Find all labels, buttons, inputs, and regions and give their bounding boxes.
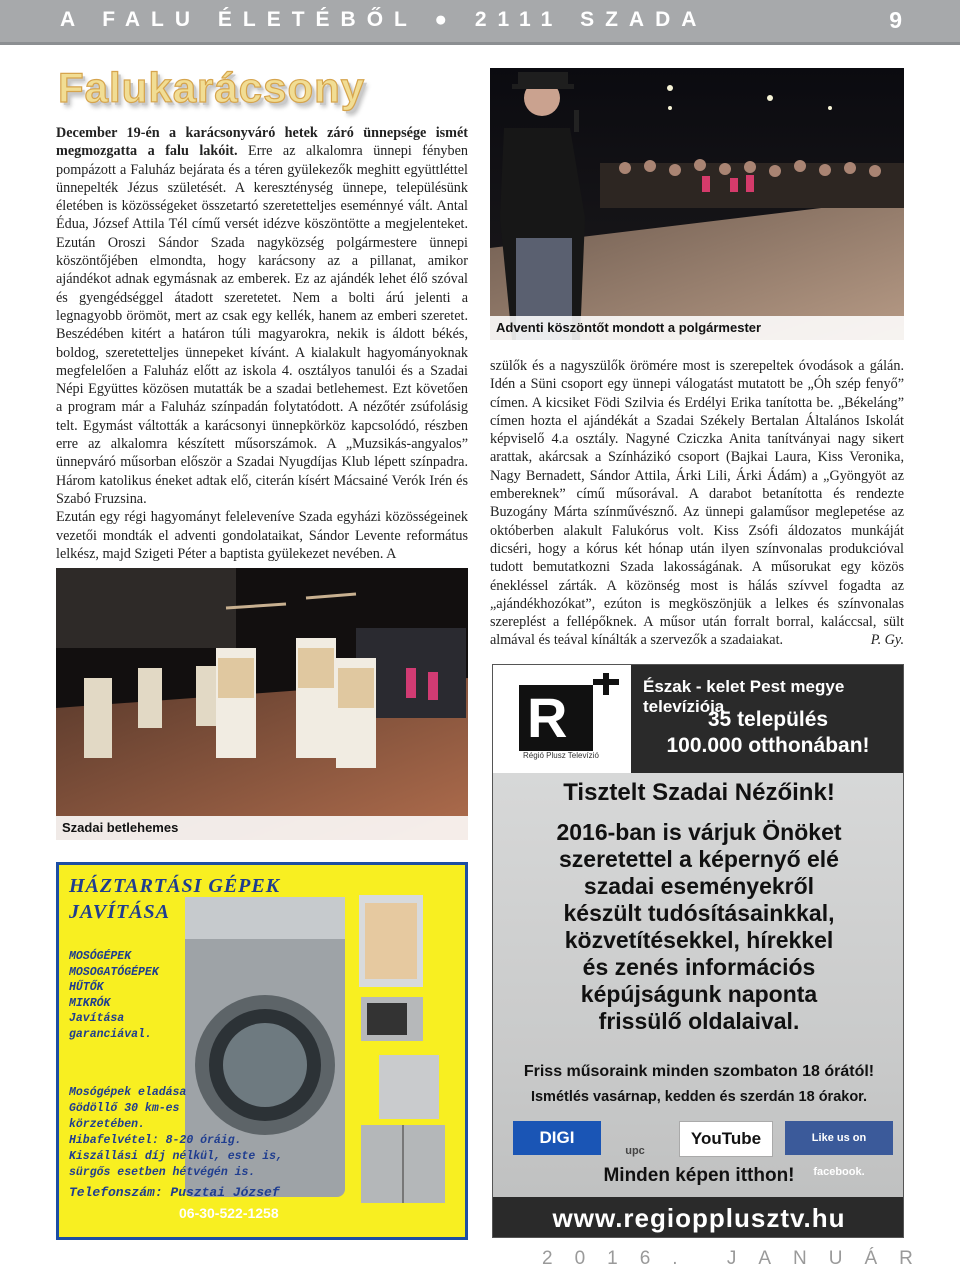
ad-tv-top — [493, 665, 904, 773]
article-right-column — [490, 357, 904, 650]
ad-tv-header: Észak - kelet Pest megye televíziója — [643, 677, 845, 716]
article-paragraph: Ezután egy régi hagyományt feleleveníve Szada egyházi közösségeinek vezetői mondták el adventi gondolataikat, Sándor Levente református lelkész, majd Szigeti Péter a baptista gyülekezet nevében. A — [56, 509, 468, 562]
page-number: 9 — [889, 7, 902, 33]
service-item: HŰTŐK — [69, 981, 104, 994]
ad-appliance-services — [69, 949, 159, 1042]
upc-logo-icon: upc — [625, 1145, 645, 1157]
article-signature: P. Gy. — [870, 632, 904, 649]
facebook-logo-icon: Like us on facebook. — [785, 1121, 893, 1155]
photo-caption-bottom: Szadai betlehemes — [56, 816, 468, 840]
ad-appliance-phone: 06-30-522-1258 — [179, 1205, 279, 1221]
photo-caption-top: Adventi köszöntőt mondott a polgármester — [490, 316, 904, 340]
page-footer-date: 2016. JANUÁR — [542, 1248, 935, 1269]
photo-nativity-play — [56, 568, 468, 840]
ad-tv-reach-line: 35 település — [707, 708, 829, 731]
info-line: Mosógépek eladása — [69, 1086, 187, 1099]
youtube-logo-icon: YouTube — [679, 1121, 773, 1157]
article-left-column — [56, 124, 468, 563]
message-line: készült tudósításainkkal, — [563, 900, 835, 926]
ad-tv-reach-line: 100.000 otthonában! — [666, 734, 870, 757]
ad-tv-greeting: Tisztelt Szadai Nézőink! — [563, 779, 835, 806]
photo-mayor-speech — [490, 68, 904, 340]
message-line: 2016-ban is várjuk Önöket — [556, 819, 842, 845]
ad-tv-reach — [643, 707, 893, 759]
info-line: sürgős esetben hétvégén is. — [69, 1166, 256, 1179]
service-item: garanciával. — [69, 1027, 152, 1041]
message-line: és zenés információs — [582, 954, 816, 980]
service-item: MOSÓGÉPEK — [69, 950, 132, 963]
ad-tv-body — [493, 773, 904, 1238]
ad-appliance-info — [69, 1085, 283, 1181]
ad-appliance-repair — [56, 862, 468, 1240]
article-body-left — [56, 124, 468, 508]
article-headline: Falukarácsony — [58, 64, 366, 111]
service-item: MIKRÓK — [69, 996, 111, 1010]
message-line: szadai eseményekről — [583, 873, 815, 899]
ad-appliance-title-line: JAVÍTÁSA — [69, 901, 170, 923]
photo-mayor-image — [490, 68, 904, 340]
page-header — [0, 0, 960, 45]
info-line: Hibafelvétel: 8-20 óráig. — [69, 1134, 242, 1147]
section-title: A FALU ÉLETÉBŐL ● 2111 SZADA — [60, 8, 708, 31]
photo-nativity-image — [56, 568, 468, 840]
message-line: frissülő oldalaival. — [598, 1008, 800, 1034]
article-lead: December 19-én a karácsonyváró hetek záró ünnepsége ismét megmozgatta a falu lakóit. — [56, 125, 468, 160]
ad-tv-slogan: Minden képen itthon! — [603, 1165, 795, 1186]
message-line: képújságunk naponta — [580, 981, 818, 1007]
ad-tv-url: www.regiopplusztv.hu — [493, 1197, 904, 1238]
service-item: Javítása — [69, 1012, 125, 1025]
article-paragraph — [490, 357, 904, 650]
ad-appliance-phone-label: Telefonszám: Pusztai József — [69, 1185, 280, 1200]
message-line: közvetítésekkel, hírekkel — [564, 927, 834, 953]
message-line: szeretettel a képernyő elé — [559, 846, 839, 872]
info-line: körzetében. — [69, 1118, 145, 1131]
service-item: MOSOGATÓGÉPEK — [69, 965, 159, 979]
info-line: Kiszállási díj nélkül, este is, — [69, 1150, 283, 1163]
article-paragraph-right: szülők és a nagyszülők örömére most is szerepeltek óvodások a gálán. Idén a Süni csoport egy ünnepi válogatást mutatott be „Óh szép fenyő” címen. A kicsiket Födi Szilvia és Erdélyi Erika tanította be. „Békeláng” címen hozta el ajándékát a Szadai Székely Bertalan Általános Iskolát képviselő 4.a osztály. Nagyné Cziczka Anita tanítványai nagy sikert arattak, akárcsak a Színházikó csoport (Bajkai Laura, Kiss Veronika, Nagy Bernadett, Sándor Attila, Árki Lili, Árki Ádám) a „Gyöngyöt az embereknek” című műsorával. A darabot betanította és rendezte Buzogány Márta színművésznő. Az ünnepi galaműsor meglepetése az októberben alakult Falukórus volt. Kiss Zsófi áldozatos munkáját dicséri, hogy a kórus két hónap után ilyen színvonalas produkcióval tudott bemutatkozni Szada lakosságának. A műsorukat egy közös énekléssel zárták. A közönség most is hálás szívvel fogadta az „ajándékhozókat”, ezúton is megköszönjük a lelkes és színvonalas szereplést a fellépőknek. A műsor után forralt borral, kaláccsal, sült almával és teával kínálták a szervezők a szadaiakat. — [490, 358, 904, 649]
ad-tv-repeats: Ismétlés vasárnap, kedden és szerdán 18 órakor. — [530, 1089, 868, 1105]
ad-tv-message — [499, 819, 899, 1035]
ad-appliance-title-line: HÁZTARTÁSI GÉPEK — [69, 875, 281, 897]
digi-logo-icon: DIGI — [513, 1121, 601, 1155]
article-paragraph: Erre az alkalomra ünnepi fényben pompázott a Faluház bejárata és a téren gyülekezők meghitt együttléttel ünnepelték Jézus születését. A kereszténység ünnepe, településünk életében is közösségeket összetartó szeretetteljes eseménnyé vált. Antal Édua, József Attila Tél című versét idézve köszöntötte a megjelenteket. Ezután Oroszi Sándor Szada nagyközség polgármestere ünnepi köszöntőjében elmondta, hogy karácsony az a pillanat, amikor ajándékot adnak egymásnak az emberek. Ez az ajándék lehet élő szóval és gyengédséggel átadott szeretetet. Nem a bolti árú jelenti a legnagyobb örömöt, mert az csak egy kellék, hanem az emberi szeretet. Beszédében kitért a határon túli magyarokra, nekik is áldott békés, boldog, szeretetteljes ünnepeket kívánt. A kialakult hagyományoknak megfelelően a Faluház előtt az iskola 4. osztályos tanulói és a Szadai Népi Együttes közösen mutatták be a szadai betlehemest. Ezt követően a program már a Faluház színpadán folytatódott. A nézőtér zsúfolásig telt. Egymást váltották a karácsonyi ünnepkörköz kapcsolódó, részben erre az alkalomra készített műsorszámok. A „Muzsikás-angyalos” ünnepváró műsorban először a Szadai Nyugdíjas Klub lépett színpadra. Három katolikus éneket adtak elő, citerán kísért Mácsainé Verók Irén és Szabó Fruzsina. — [56, 143, 468, 507]
svg-text:R: R — [527, 686, 568, 749]
ad-regio-plusz-tv — [492, 664, 904, 1238]
info-line: Gödöllő 30 km-es — [69, 1102, 180, 1115]
ad-tv-schedule: Friss műsoraink minden szombaton 18 órától! — [523, 1063, 875, 1080]
regio-plusz-logo-text: Régió Plusz Televízió — [523, 751, 599, 760]
